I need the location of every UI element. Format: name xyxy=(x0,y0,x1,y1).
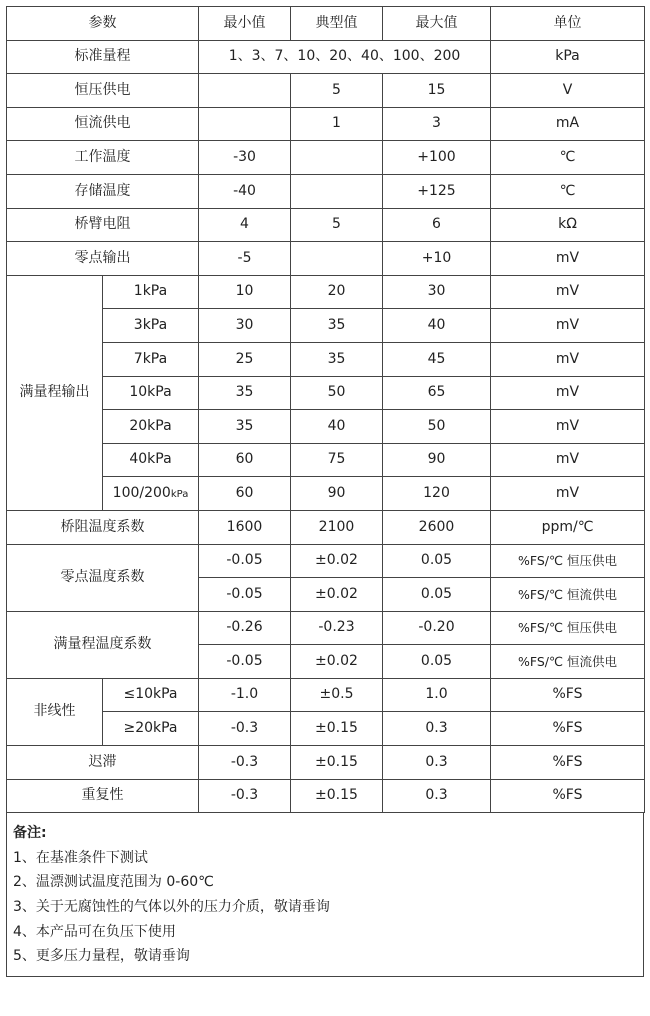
sub-label: 7kPa xyxy=(103,342,199,376)
table-row xyxy=(7,443,645,477)
min-cell: -0.3 xyxy=(199,779,291,813)
min-cell: -5 xyxy=(199,242,291,276)
unit-cell: mV xyxy=(491,443,645,477)
header-param: 参数 xyxy=(7,7,199,41)
typ-cell: 35 xyxy=(291,342,383,376)
sub-label: ≤10kPa xyxy=(103,678,199,712)
typ-cell: ±0.5 xyxy=(291,678,383,712)
min-cell: 35 xyxy=(199,410,291,444)
unit-cell: %FS/℃ 恒压供电 xyxy=(491,544,645,578)
sub-label: 1kPa xyxy=(103,275,199,309)
max-cell: 0.05 xyxy=(383,578,491,612)
typ-cell: 5 xyxy=(291,74,383,108)
max-cell: +10 xyxy=(383,242,491,276)
table-row xyxy=(7,410,645,444)
max-cell: +125 xyxy=(383,174,491,208)
min-cell: 1600 xyxy=(199,510,291,544)
unit-cell: mV xyxy=(491,342,645,376)
typ-cell xyxy=(291,141,383,175)
table-row xyxy=(7,174,645,208)
sub-label xyxy=(103,477,199,511)
group-label: 满量程输出 xyxy=(7,275,103,510)
max-cell: 120 xyxy=(383,477,491,511)
max-cell: 90 xyxy=(383,443,491,477)
typ-cell: ±0.15 xyxy=(291,746,383,780)
unit-cell: ℃ xyxy=(491,141,645,175)
row-label: 标准量程 xyxy=(7,40,199,74)
typ-cell: 90 xyxy=(291,477,383,511)
typ-cell: 75 xyxy=(291,443,383,477)
group-label: 满量程温度系数 xyxy=(7,611,199,678)
note-item: 5、更多压力量程，敬请垂询 xyxy=(13,948,190,965)
notes-section xyxy=(6,813,644,977)
min-cell: -30 xyxy=(199,141,291,175)
typ-cell: 20 xyxy=(291,275,383,309)
header-unit: 单位 xyxy=(491,7,645,41)
min-cell: -1.0 xyxy=(199,678,291,712)
sub-label: 3kPa xyxy=(103,309,199,343)
table-row xyxy=(7,342,645,376)
typ-cell: -0.23 xyxy=(291,611,383,645)
min-cell xyxy=(199,74,291,108)
range-values: 1、3、7、10、20、40、100、200 xyxy=(199,40,491,74)
typ-cell: 50 xyxy=(291,376,383,410)
typ-cell: ±0.15 xyxy=(291,712,383,746)
sub-label-main: 100/200 xyxy=(112,484,171,501)
table-row xyxy=(7,40,645,74)
sub-label: 10kPa xyxy=(103,376,199,410)
sub-label: ≥20kPa xyxy=(103,712,199,746)
table-row xyxy=(7,712,645,746)
row-label: 迟滞 xyxy=(7,746,199,780)
table-row xyxy=(7,746,645,780)
min-cell: -0.3 xyxy=(199,746,291,780)
table-row xyxy=(7,309,645,343)
unit-cell: %FS/℃ 恒流供电 xyxy=(491,645,645,679)
table-row xyxy=(7,208,645,242)
unit-cell: ℃ xyxy=(491,174,645,208)
unit-cell: %FS/℃ 恒流供电 xyxy=(491,578,645,612)
max-cell: 30 xyxy=(383,275,491,309)
min-cell xyxy=(199,107,291,141)
unit-cell: %FS xyxy=(491,779,645,813)
note-item: 2、温漂测试温度范围为 0-60℃ xyxy=(13,874,214,891)
table-row xyxy=(7,376,645,410)
max-cell: 1.0 xyxy=(383,678,491,712)
max-cell: 40 xyxy=(383,309,491,343)
max-cell: 2600 xyxy=(383,510,491,544)
unit-cell: mV xyxy=(491,477,645,511)
row-label: 恒流供电 xyxy=(7,107,199,141)
table-row xyxy=(7,779,645,813)
min-cell: -40 xyxy=(199,174,291,208)
row-label: 工作温度 xyxy=(7,141,199,175)
unit-cell: %FS xyxy=(491,712,645,746)
table-row xyxy=(7,611,645,645)
unit-cell: mV xyxy=(491,376,645,410)
table-row xyxy=(7,242,645,276)
min-cell: 30 xyxy=(199,309,291,343)
table-row xyxy=(7,74,645,108)
typ-cell: ±0.15 xyxy=(291,779,383,813)
typ-cell: 1 xyxy=(291,107,383,141)
unit-cell: mV xyxy=(491,410,645,444)
unit-cell: %FS/℃ 恒压供电 xyxy=(491,611,645,645)
min-cell: -0.05 xyxy=(199,544,291,578)
sub-label-unit: kPa xyxy=(170,488,189,500)
max-cell: 6 xyxy=(383,208,491,242)
typ-cell xyxy=(291,242,383,276)
max-cell: 45 xyxy=(383,342,491,376)
min-cell: -0.26 xyxy=(199,611,291,645)
max-cell: 50 xyxy=(383,410,491,444)
max-cell: 0.3 xyxy=(383,746,491,780)
table-row xyxy=(7,477,645,511)
note-item: 3、关于无腐蚀性的气体以外的压力介质，敬请垂询 xyxy=(13,899,330,916)
max-cell: -0.20 xyxy=(383,611,491,645)
typ-cell: ±0.02 xyxy=(291,544,383,578)
min-cell: 60 xyxy=(199,443,291,477)
unit-cell: ppm/℃ xyxy=(491,510,645,544)
table-row xyxy=(7,510,645,544)
min-cell: -0.3 xyxy=(199,712,291,746)
min-cell: 60 xyxy=(199,477,291,511)
notes-title: 备注: xyxy=(13,825,47,842)
unit-cell: mV xyxy=(491,309,645,343)
min-cell: -0.05 xyxy=(199,645,291,679)
table-row xyxy=(7,141,645,175)
unit-cell: kΩ xyxy=(491,208,645,242)
row-label: 恒压供电 xyxy=(7,74,199,108)
max-cell: 65 xyxy=(383,376,491,410)
min-cell: 10 xyxy=(199,275,291,309)
header-row xyxy=(7,7,645,41)
group-label: 零点温度系数 xyxy=(7,544,199,611)
note-item: 1、在基准条件下测试 xyxy=(13,849,148,866)
unit-cell: %FS xyxy=(491,746,645,780)
sub-label: 40kPa xyxy=(103,443,199,477)
row-label: 桥阻温度系数 xyxy=(7,510,199,544)
table-row xyxy=(7,275,645,309)
row-label: 零点输出 xyxy=(7,242,199,276)
max-cell: +100 xyxy=(383,141,491,175)
table-row xyxy=(7,678,645,712)
note-item: 4、本产品可在负压下使用 xyxy=(13,923,176,940)
max-cell: 0.05 xyxy=(383,544,491,578)
typ-cell: 40 xyxy=(291,410,383,444)
row-label: 桥臂电阻 xyxy=(7,208,199,242)
header-min: 最小值 xyxy=(199,7,291,41)
group-label: 非线性 xyxy=(7,678,103,745)
max-cell: 0.3 xyxy=(383,779,491,813)
unit-cell: mV xyxy=(491,242,645,276)
spec-table xyxy=(6,6,645,813)
unit-cell: %FS xyxy=(491,678,645,712)
unit-cell: mA xyxy=(491,107,645,141)
header-max: 最大值 xyxy=(383,7,491,41)
max-cell: 0.05 xyxy=(383,645,491,679)
max-cell: 15 xyxy=(383,74,491,108)
typ-cell: ±0.02 xyxy=(291,578,383,612)
row-label: 重复性 xyxy=(7,779,199,813)
min-cell: 35 xyxy=(199,376,291,410)
typ-cell: 35 xyxy=(291,309,383,343)
header-typ: 典型值 xyxy=(291,7,383,41)
max-cell: 0.3 xyxy=(383,712,491,746)
min-cell: 25 xyxy=(199,342,291,376)
unit-cell: mV xyxy=(491,275,645,309)
unit-cell: V xyxy=(491,74,645,108)
table-row xyxy=(7,107,645,141)
typ-cell: 5 xyxy=(291,208,383,242)
typ-cell: ±0.02 xyxy=(291,645,383,679)
max-cell: 3 xyxy=(383,107,491,141)
min-cell: 4 xyxy=(199,208,291,242)
unit-cell: kPa xyxy=(491,40,645,74)
row-label: 存储温度 xyxy=(7,174,199,208)
min-cell: -0.05 xyxy=(199,578,291,612)
typ-cell xyxy=(291,174,383,208)
table-row xyxy=(7,544,645,578)
sub-label: 20kPa xyxy=(103,410,199,444)
typ-cell: 2100 xyxy=(291,510,383,544)
spec-sheet xyxy=(6,6,644,977)
